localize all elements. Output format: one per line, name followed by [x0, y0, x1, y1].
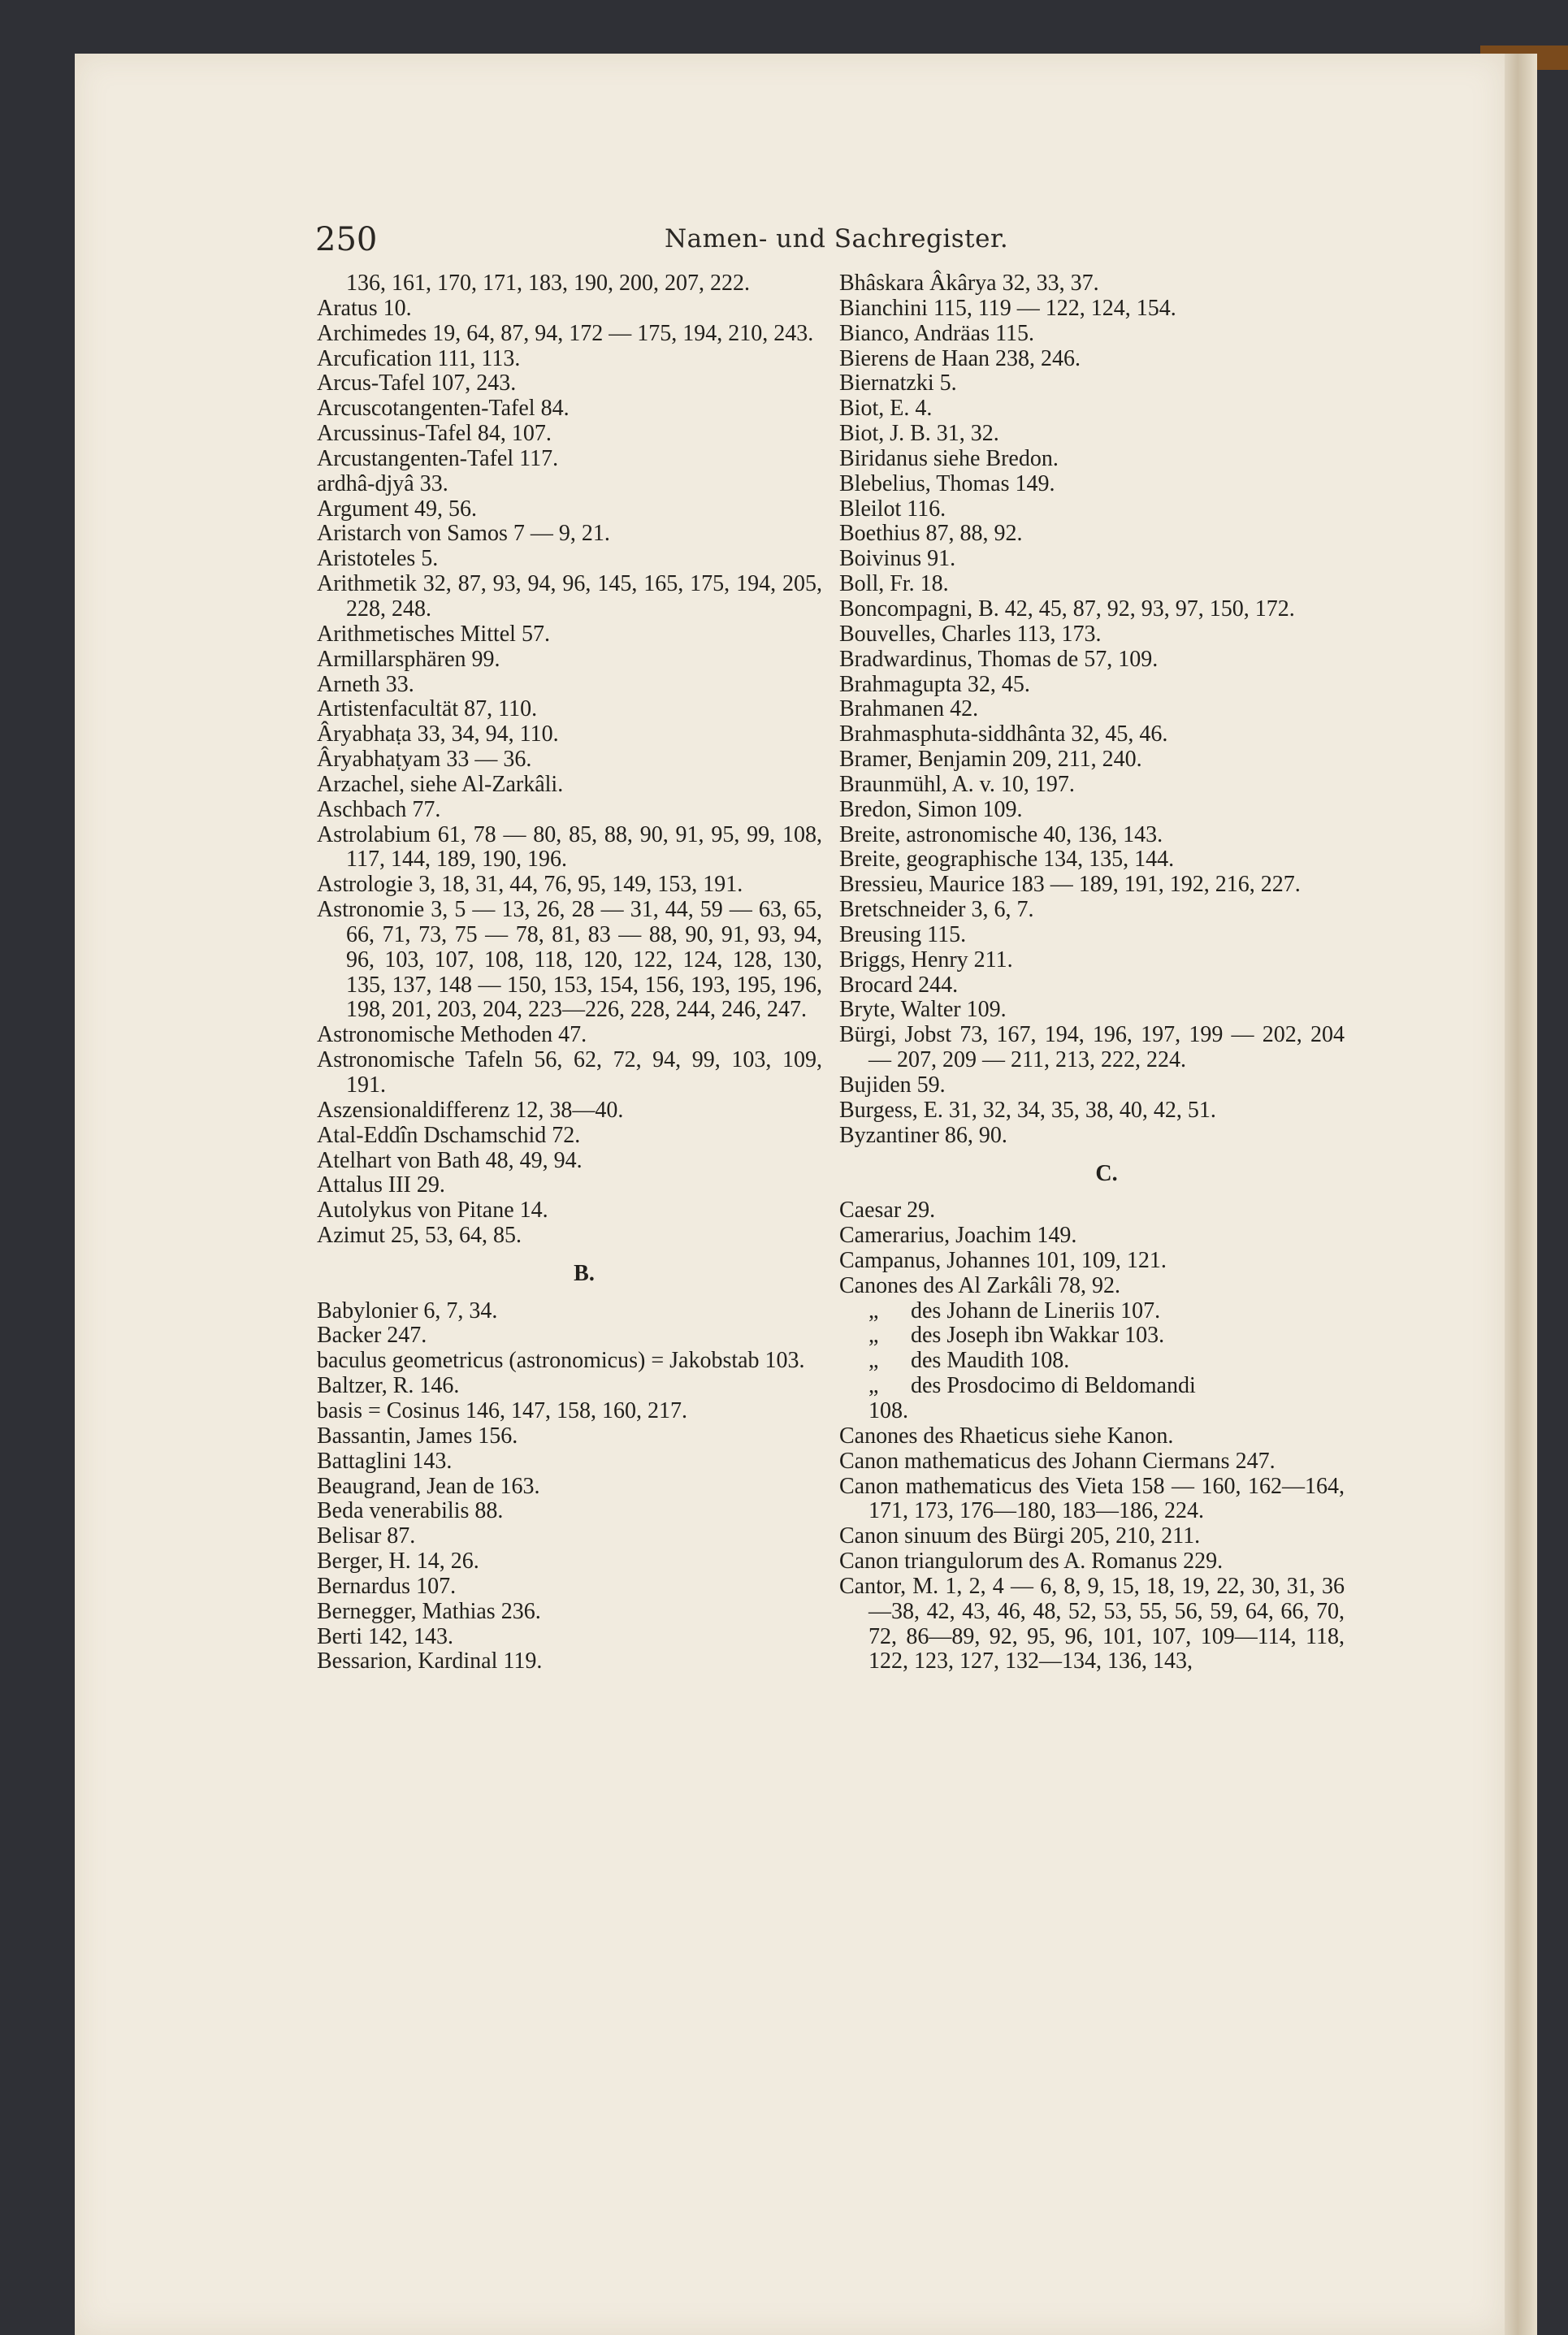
index-entry-text: Astronomische Tafeln 56, 62, 72, 94, 99, 103, 109, 191.: [317, 1047, 822, 1098]
index-entry: [839, 422, 1345, 447]
index-entry-text: Braunmühl, A. v. 10, 197.: [839, 771, 1075, 797]
index-entry: [317, 898, 822, 1023]
index-entry-text: Bernardus 107.: [317, 1573, 457, 1599]
section-letter-c: C.: [1095, 1160, 1118, 1186]
index-entry: [839, 1198, 1345, 1224]
index-entry-text: Battaglini 143.: [317, 1448, 453, 1474]
index-entry-text: Arneth 33.: [317, 671, 414, 697]
index-entry: [317, 1475, 822, 1500]
index-entry: [839, 747, 1345, 773]
index-entry: [839, 1399, 1345, 1424]
index-entry: [839, 597, 1345, 622]
index-entry: [839, 1098, 1345, 1124]
ditto-mark: „: [868, 1297, 879, 1323]
index-entry: [839, 847, 1345, 873]
index-entry-text: Astrologie 3, 18, 31, 44, 76, 95, 149, 153, 191.: [317, 872, 743, 898]
index-entry: [839, 722, 1345, 747]
index-entry-text: Bouvelles, Charles 113, 173.: [839, 621, 1102, 647]
index-entry: [839, 1424, 1345, 1449]
index-entry-text: Beda venerabilis 88.: [317, 1498, 504, 1524]
index-entry-text: Bressieu, Maurice 183 — 189, 191, 192, 216, 227.: [839, 872, 1301, 898]
index-entry-text: Belisar 87.: [317, 1523, 416, 1549]
index-entry: [317, 1124, 822, 1149]
index-entry: [839, 697, 1345, 722]
index-entry-text: Arithmetisches Mittel 57.: [317, 621, 550, 647]
index-entry-text: Canon triangulorum des A. Romanus 229.: [839, 1549, 1224, 1575]
entries-section-a: [317, 271, 822, 1249]
index-entry-text: Azimut 25, 53, 64, 85.: [317, 1223, 522, 1249]
entries-section-b: [317, 1299, 822, 1675]
index-entry-text: Bierens de Haan 238, 246.: [839, 345, 1081, 371]
index-entry: [839, 998, 1345, 1023]
index-entry-text: Canon mathematicus des Johann Ciermans 247.: [839, 1448, 1276, 1474]
index-entry-text: Bernegger, Mathias 236.: [317, 1598, 541, 1624]
index-entry-text: Burgess, E. 31, 32, 34, 35, 38, 40, 42, 51.: [839, 1097, 1216, 1123]
index-entry: [839, 497, 1345, 522]
index-entry: [317, 347, 822, 372]
index-entry-text: Bredon, Simon 109.: [839, 796, 1023, 822]
index-entry: [839, 1023, 1345, 1073]
index-entry-text: Berti 142, 143.: [317, 1623, 453, 1649]
index-entry-text: Arzachel, siehe Al-Zarkâli.: [317, 771, 564, 797]
index-entry: [317, 648, 822, 673]
index-entry: [317, 1524, 822, 1549]
index-entry: [317, 271, 822, 297]
index-entry-text: Bradwardinus, Thomas de 57, 109.: [839, 646, 1159, 672]
index-entry-text: Boethius 87, 88, 92.: [839, 521, 1023, 547]
index-entry: [839, 1524, 1345, 1549]
index-entry: [839, 322, 1345, 347]
index-entry: [839, 371, 1345, 396]
index-entry: [839, 923, 1345, 948]
index-entry-text: Bürgi, Jobst 73, 167, 194, 196, 197, 199 — 202, 204 — 207, 209 — 211, 213, 222, 224.: [839, 1022, 1345, 1073]
index-entry-text: Canon mathematicus des Vieta 158 — 160, 162—164, 171, 173, 176—180, 183—186, 224.: [839, 1473, 1345, 1524]
index-entry: [317, 371, 822, 396]
index-entry-text: des Johann de Lineriis 107.: [911, 1297, 1161, 1323]
index-entry: [317, 1424, 822, 1449]
index-entry: [839, 948, 1345, 973]
index-entry: [317, 522, 822, 547]
index-entry: [839, 1299, 1345, 1324]
index-entry-text: Boll, Fr. 18.: [839, 571, 949, 597]
index-entry-text: Bianchini 115, 119 — 122, 124, 154.: [839, 295, 1176, 321]
index-entry-text: Boncompagni, B. 42, 45, 87, 92, 93, 97, 150, 172.: [839, 596, 1295, 622]
index-entry-text: basis = Cosinus 146, 147, 158, 160, 217.: [317, 1397, 688, 1423]
index-entry-text: Biot, E. 4.: [839, 396, 933, 422]
index-entry-text: 108.: [868, 1397, 908, 1423]
index-entry-text: Breusing 115.: [839, 921, 967, 947]
index-entry: [317, 547, 822, 572]
index-entry: [839, 271, 1345, 297]
index-entry-text: Astrolabium 61, 78 — 80, 85, 88, 90, 91, 95, 99, 108, 117, 144, 189, 190, 196.: [317, 821, 822, 873]
index-entry-text: Arcus-Tafel 107, 243.: [317, 370, 517, 396]
index-entry: [839, 1549, 1345, 1575]
index-entry-text: Âryabhaṭa 33, 34, 94, 110.: [317, 721, 559, 747]
index-entry: [839, 1073, 1345, 1098]
index-entry-text: Canon sinuum des Bürgi 205, 210, 211.: [839, 1523, 1201, 1549]
index-entry: [839, 898, 1345, 923]
index-entry: [317, 747, 822, 773]
index-entry: [317, 1399, 822, 1424]
index-entry-text: Brocard 244.: [839, 972, 959, 998]
index-entry: [839, 773, 1345, 798]
index-entry: [317, 722, 822, 747]
index-entry-text: Aschbach 77.: [317, 796, 441, 822]
index-entry-text: Bessarion, Kardinal 119.: [317, 1648, 543, 1674]
index-entry-text: Camerarius, Joachim 149.: [839, 1223, 1077, 1249]
index-entry: [317, 1323, 822, 1349]
index-entry-text: Atelhart von Bath 48, 49, 94.: [317, 1147, 583, 1173]
index-entry: [317, 1173, 822, 1198]
index-entry: [317, 1600, 822, 1625]
page-header: [315, 221, 1323, 262]
section-letter-b: B.: [574, 1260, 595, 1286]
index-entry: [317, 1224, 822, 1249]
index-entry-text: Bramer, Benjamin 209, 211, 240.: [839, 747, 1142, 773]
index-entry: [317, 322, 822, 347]
index-entry-text: Briggs, Henry 211.: [839, 947, 1013, 973]
index-entry: [317, 1023, 822, 1048]
index-entry: [839, 522, 1345, 547]
index-entry: [317, 1499, 822, 1524]
index-entry-text: Archimedes 19, 64, 87, 94, 172 — 175, 194, 210, 243.: [317, 320, 814, 346]
index-entry: [317, 1449, 822, 1475]
index-entry-text: Aristarch von Samos 7 — 9, 21.: [317, 521, 610, 547]
index-entry-text: baculus geometricus (astronomicus) = Jakobstab 103.: [317, 1348, 805, 1374]
index-column-right: [839, 271, 1345, 1674]
index-entry-text: Caesar 29.: [839, 1198, 936, 1224]
index-entry-text: Backer 247.: [317, 1323, 427, 1349]
index-entry: [317, 1374, 822, 1399]
index-entry-text: Breite, astronomische 40, 136, 143.: [839, 821, 1163, 847]
index-entry: [317, 447, 822, 472]
index-entry: [839, 547, 1345, 572]
index-entry-text: Canones des Al Zarkâli 78, 92.: [839, 1272, 1121, 1298]
index-entry: [839, 396, 1345, 422]
index-entry-text: des Joseph ibn Wakkar 103.: [911, 1323, 1165, 1349]
index-entry-text: Arcufication 111, 113.: [317, 345, 521, 371]
index-entry: [317, 1625, 822, 1650]
index-entry: [839, 472, 1345, 497]
index-entry: [317, 297, 822, 322]
index-entry: [317, 1098, 822, 1124]
index-entry: [839, 1124, 1345, 1149]
index-entry: [839, 572, 1345, 597]
ditto-mark: „: [868, 1373, 879, 1399]
index-entry: [317, 1575, 822, 1600]
index-entry: [317, 396, 822, 422]
index-entry-text: Aratus 10.: [317, 295, 412, 321]
index-entry-text: Bryte, Walter 109.: [839, 997, 1007, 1023]
index-entry-text: Brahmagupta 32, 45.: [839, 671, 1030, 697]
index-entry: [317, 472, 822, 497]
index-entry-text: Bretschneider 3, 6, 7.: [839, 897, 1034, 923]
index-entry: [317, 873, 822, 898]
index-entry: [839, 1323, 1345, 1349]
index-entry: [317, 1149, 822, 1174]
index-entry-text: Astronomische Methoden 47.: [317, 1022, 587, 1048]
index-entry: [839, 1475, 1345, 1525]
index-entry: [317, 823, 822, 873]
index-entry: [317, 1299, 822, 1324]
index-entry-text: Babylonier 6, 7, 34.: [317, 1297, 498, 1323]
index-entry-text: Cantor, M. 1, 2, 4 — 6, 8, 9, 15, 18, 19, 22, 30, 31, 36—38, 42, 43, 46, 48, 52, 53, 55, 56, 59, 64, 66, 70, 72, 86—89, 92, 95, 96, 101, 107, 109—114, 118, 122, 123, 127, 132—134, 136, 143,: [839, 1573, 1345, 1674]
index-entry-text: Biernatzki 5.: [839, 370, 957, 396]
running-title: Namen- und Sachregister.: [665, 224, 1009, 253]
index-entry: [839, 297, 1345, 322]
index-entry: [839, 873, 1345, 898]
index-entry-text: Autolykus von Pitane 14.: [317, 1198, 548, 1224]
index-entry: [317, 1349, 822, 1374]
index-entry: [317, 422, 822, 447]
index-entry: [317, 1198, 822, 1224]
entries-section-c: [839, 1198, 1345, 1674]
index-entry-text: Aristoteles 5.: [317, 546, 439, 572]
index-entry-text: Arcussinus-Tafel 84, 107.: [317, 421, 552, 447]
index-entry: [317, 673, 822, 698]
index-entry: [839, 798, 1345, 823]
index-entry: [839, 973, 1345, 999]
index-entry-text: Artistenfacultät 87, 110.: [317, 696, 538, 722]
index-entry-text: des Maudith 108.: [911, 1348, 1070, 1374]
index-entry-text: Bleilot 116.: [839, 496, 946, 522]
index-entry-text: Brahmanen 42.: [839, 696, 979, 722]
index-entry: [839, 1449, 1345, 1475]
index-entry: [839, 1374, 1345, 1399]
page-number: 250: [315, 221, 378, 258]
index-entry: [317, 697, 822, 722]
index-entry-text: Aszensionaldifferenz 12, 38—40.: [317, 1097, 624, 1123]
index-entry: [317, 1048, 822, 1098]
index-entry-text: Baltzer, R. 146.: [317, 1373, 460, 1399]
index-entry-text: Blebelius, Thomas 149.: [839, 470, 1055, 496]
index-entry: [839, 1224, 1345, 1249]
index-entry-text: Beaugrand, Jean de 163.: [317, 1473, 540, 1499]
index-entry: [839, 1249, 1345, 1274]
index-entry: [839, 1575, 1345, 1674]
index-entry-text: Brahmasphuta-siddhânta 32, 45, 46.: [839, 721, 1168, 747]
ditto-mark: „: [868, 1323, 879, 1349]
index-entry-text: Bianco, Andräas 115.: [839, 320, 1035, 346]
ditto-mark: „: [868, 1348, 879, 1374]
index-entry-text: Argument 49, 56.: [317, 496, 478, 522]
index-entry: [839, 447, 1345, 472]
index-entry-text: Breite, geographische 134, 135, 144.: [839, 847, 1175, 873]
index-entry: [839, 648, 1345, 673]
index-entry-text: 136, 161, 170, 171, 183, 190, 200, 207, 222.: [346, 271, 750, 296]
index-entry-text: Âryabhaṭyam 33 — 36.: [317, 747, 532, 773]
index-entry: [839, 347, 1345, 372]
index-entry: [317, 773, 822, 798]
index-entry-text: Atal-Eddîn Dschamschid 72.: [317, 1122, 581, 1148]
index-entry-text: Biridanus siehe Bredon.: [839, 445, 1059, 471]
index-entry-text: Boivinus 91.: [839, 546, 956, 572]
index-entry: [839, 673, 1345, 698]
index-entry: [317, 572, 822, 622]
index-entry: [317, 798, 822, 823]
index-entry-text: Biot, J. B. 31, 32.: [839, 421, 999, 447]
index-entry-text: Canones des Rhaeticus siehe Kanon.: [839, 1423, 1174, 1449]
index-entry: [317, 1549, 822, 1575]
index-entry-text: ardhâ-djyâ 33.: [317, 470, 448, 496]
page-edge: [1505, 54, 1537, 2335]
index-entry-text: Byzantiner 86, 90.: [839, 1122, 1007, 1148]
index-entry-text: Berger, H. 14, 26.: [317, 1549, 479, 1575]
index-entry: [317, 497, 822, 522]
index-entry-text: Campanus, Johannes 101, 109, 121.: [839, 1247, 1167, 1273]
index-entry-text: Armillarsphären 99.: [317, 646, 500, 672]
index-entry: [839, 1274, 1345, 1299]
index-entry: [839, 1349, 1345, 1374]
index-entry-text: Arcuscotangenten-Tafel 84.: [317, 396, 570, 422]
index-entry-text: Astronomie 3, 5 — 13, 26, 28 — 31, 44, 59 — 63, 65, 66, 71, 73, 75 — 78, 81, 83 — 88, 90, 91, 93, 94, 96, 103, 107, 108, 118, 120, 122, 124, 128, 130, 135, 137, 148 — 150, 153, 154, 156, 193, 195, 196, 198, 201, 203, 204, 223—226, 228, 244, 246, 247.: [317, 897, 822, 1023]
index-entry-text: Arithmetik 32, 87, 93, 94, 96, 145, 165, 175, 194, 205, 228, 248.: [317, 571, 822, 622]
index-entry-text: Bujiden 59.: [839, 1072, 946, 1098]
index-entry: [317, 1649, 822, 1674]
index-entry: [839, 823, 1345, 848]
index-entry-text: Bhâskara Âkârya 32, 33, 37.: [839, 271, 1099, 296]
index-entry-text: Bassantin, James 156.: [317, 1423, 518, 1449]
index-column-left: [317, 271, 822, 1674]
index-entry: [839, 622, 1345, 648]
index-entry-text: Arcustangenten-Tafel 117.: [317, 445, 559, 471]
index-entry-text: des Prosdocimo di Beldomandi: [911, 1373, 1196, 1399]
index-entry: [317, 622, 822, 648]
entries-section-b-continued: [839, 271, 1345, 1149]
index-entry-text: Attalus III 29.: [317, 1172, 445, 1198]
